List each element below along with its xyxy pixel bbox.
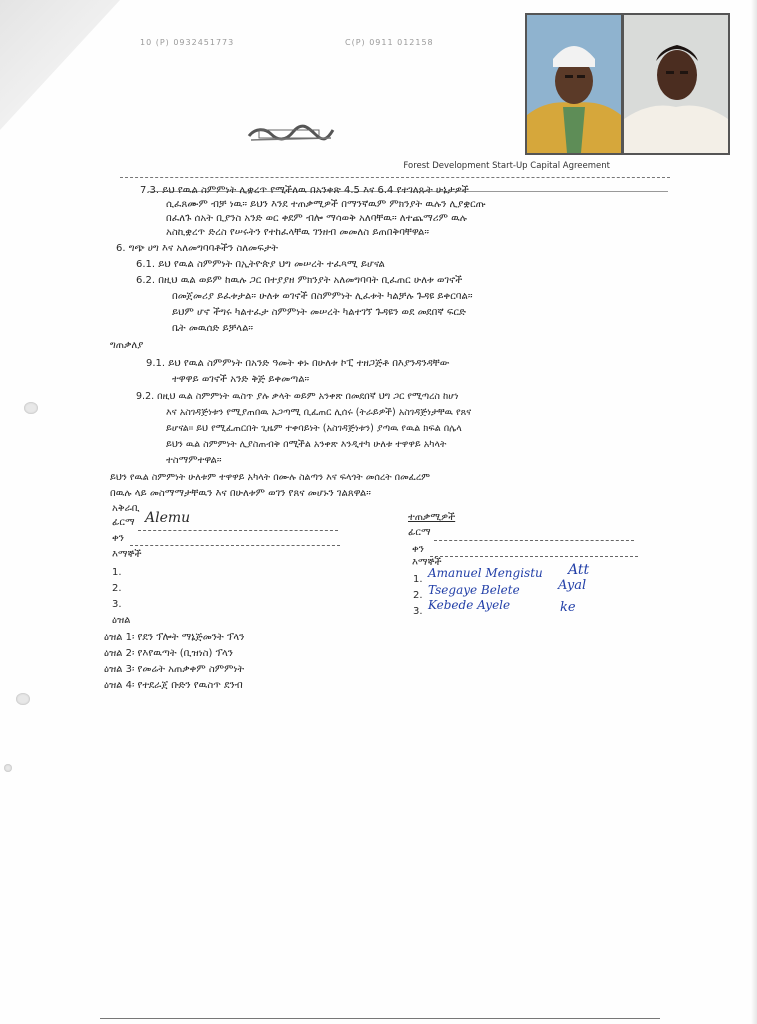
right-witness-3-name: Kebede Ayele (428, 598, 511, 612)
left-witness-title: እማኞች (112, 549, 142, 560)
supplier-date-label: ቀን (112, 533, 124, 544)
header-phone-right: C(P) 0911 012158 (345, 38, 434, 47)
body-line: 9.2. በዚህ ዉል ስምምነት ዉስጥ ያሉ ቃላት ወይም አንቀጽ በመደበኛ ህግ ጋር የሚጣረስ ከሆነ (136, 391, 459, 402)
photo-person-1 (525, 13, 623, 155)
page-edge-shadow (751, 0, 757, 1024)
right-witness-2-num: 2. (413, 590, 423, 601)
supplier-sign-label: ፊርማ (112, 517, 135, 528)
closing-line: በዉሉ ላይ መስማማታቸዉን እና በሁለቱም ወገን የጸና መሆኑን ገልጸዋል። (110, 488, 371, 499)
body-line: ሲፈጸሙም ብቻ ነዉ። ይህን እንደ ተጠቃሚዎች በማንኛዉም ምክንያት ዉሉን ሊያቋርጡ (166, 199, 486, 210)
agreement-title: Forest Development Start-Up Capital Agreement (403, 161, 610, 171)
photo-person-2 (622, 13, 730, 155)
right-witness-title: እማኞች (412, 557, 442, 568)
annex-item-1: ዕዝል 1፡ የደን ፕሎት ማኔጅመንት ፕላን (104, 632, 245, 643)
punch-hole (24, 402, 38, 414)
punch-hole (16, 693, 30, 705)
supplier-sign-line (138, 530, 338, 531)
bottom-rule (100, 1018, 660, 1019)
left-witness-2: 2. (112, 583, 122, 594)
body-line: 6.1. ይህ የዉል ስምምነት በኢትዮጵያ ህግ መሠረት ተፈጻሚ ይሆናል (136, 259, 385, 270)
body-line: 7.3. ይህ የዉል ስምምነት ሊቋረጥ የሚችለዉ በአንቀጽ 4.5 እና 6.4 የተገለጹት ሁኔታዎች (140, 185, 469, 196)
section-heading: ግጠቃለያ (110, 340, 144, 351)
header-phone-left: 10 (P) 0932451773 (140, 38, 235, 47)
agreement-header (120, 158, 670, 178)
seal-stamp (245, 124, 337, 144)
closing-line: ይህን የዉል ስምምነት ሁለቱም ተዋዋይ አካላት በሙሉ ስልጣን እና ፍላጎት መሰረት በመፈረም (110, 472, 431, 483)
folded-corner (0, 0, 120, 130)
beneficiary-sign-line (434, 540, 634, 541)
beneficiary-date-label: ቀን (412, 544, 424, 555)
right-witness-1-num: 1. (413, 574, 423, 585)
beneficiary-date-line (430, 556, 638, 557)
right-witness-3-num: 3. (413, 606, 423, 617)
beneficiary-title: ተጠቃሚዎች (408, 512, 456, 523)
right-witness-3-sign: ke (560, 600, 576, 615)
section-heading: 6. ግጭ ሀግ እና አለመግባባቶችን ስለመፍታት (116, 243, 279, 254)
right-witness-2-name: Tsegaye Belete (428, 583, 520, 597)
right-witness-1-name: Amanuel Mengistu (428, 566, 543, 580)
left-witness-1: 1. (112, 567, 122, 578)
annex-item-2: ዕዝል 2፡ የእየዉጣት (ቢዝነስ) ፕላን (104, 648, 234, 659)
body-line: ተዋዋይ ወገኖች አንድ ቅጅ ይቀመጣል። (172, 374, 310, 385)
beneficiary-sign-label: ፊርማ (408, 527, 431, 538)
body-line: በፈለጉ ሰአት ቢያንስ አንድ ወር ቀደም ብሎ ማሳወቅ አለባቸዉ። ለተጨማሪም ዉሉ (166, 213, 467, 224)
annex-item-3: ዕዝል 3፡ የመሬት አጠቃቀም ስምምነት (104, 664, 245, 675)
body-line: አስኪቋረጥ ድረስ የሠሩትን የተከፈላቸዉ ገንዘብ መመለስ ይጠበቅባቸዋል። (166, 227, 430, 238)
right-witness-2-sign: Ayal (558, 578, 587, 593)
body-line: ይሆናል። ይህ የሚፈጠርበት ጊዜም ተቀባይነት (አስገዳጅነቱን) ያጣዉ የዉል ክፍል በሌላ (166, 423, 462, 434)
supplier-signature: Alemu (145, 510, 191, 526)
body-line: ይህን ዉል ስምምነት ሊያስጠብቅ በሚችል አንቀጽ እንዲተካ ሁለቱ ተዋዋይ አካላት (166, 439, 447, 450)
supplier-title: አቅራቢ (112, 503, 140, 514)
body-line: እና አስገዳጅነቱን የሚያጠበዉ አጋጣሚ ቢፈጠር ሊሰሩ (ትራይዎች) አስገዳጅነታቸዉ የጸና (166, 407, 472, 418)
body-line: 6.2. በዚህ ዉል ወይም ከዉሉ ጋር በተያያዘ ምክንያት አለመግባባት ቢፈጠር ሁለቱ ወገኖች (136, 275, 463, 286)
punch-hole (4, 764, 12, 772)
body-line: ተስማምተዋል። (166, 455, 222, 466)
annex-item-4: ዕዝል 4፡ የተደራጀ ቡድን የዉስጥ ደንብ (104, 680, 243, 691)
body-line: ይህም ሆኖ ችግሩ ካልተፈታ ስምምነት መሠረት ካልተገኘ ጉዳዩን ወደ መደበኛ ፍርድ (172, 307, 466, 318)
body-line: 9.1. ይህ የዉል ስምምነት በአንድ ዓመት ቀኑ በሁለቱ ኮፒ ተዘጋጅቶ በእያንዳንዳቸው (146, 358, 450, 369)
annex-title: ዕዝል (112, 615, 131, 626)
left-witness-3: 3. (112, 599, 122, 610)
body-line: ቤት መዉሰድ ይቻላል። (172, 323, 254, 334)
body-line: በመጀመሪያ ይፈቱታል። ሁለቱ ወገኖች በስምምነት ሊፈቱት ካልቻሉ ጉዳዩ ይቀርባል። (172, 291, 473, 302)
right-witness-1-sign: Att (568, 562, 590, 578)
supplier-date-line (130, 545, 340, 546)
